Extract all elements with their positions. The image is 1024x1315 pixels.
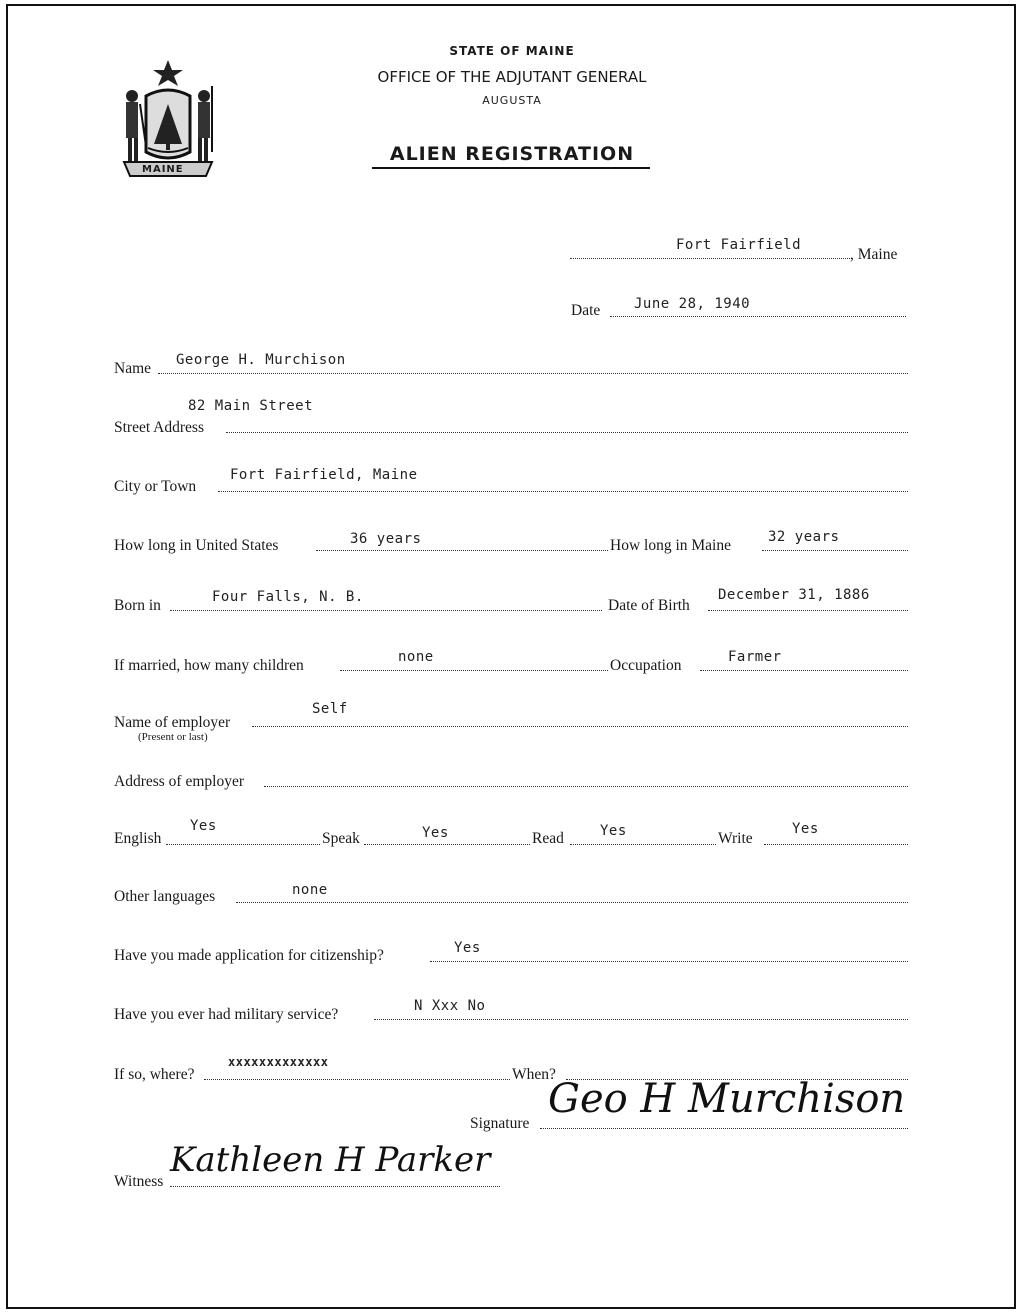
place-value: Fort Fairfield xyxy=(676,237,802,253)
title-underline xyxy=(372,167,650,169)
military-line xyxy=(374,1019,908,1020)
employer-value: Self xyxy=(312,701,348,717)
name-label: Name xyxy=(114,360,152,377)
how-long-maine-label: How long in Maine xyxy=(610,537,731,554)
english-value: Yes xyxy=(190,818,217,834)
born-in-label: Born in xyxy=(114,597,161,614)
citizenship-label: Have you made application for citizenship? xyxy=(114,947,384,964)
children-label: If married, how many children xyxy=(114,657,304,674)
english-line xyxy=(166,844,320,845)
speak-label: Speak xyxy=(322,830,360,847)
name-value: George H. Murchison xyxy=(176,352,346,368)
other-languages-line xyxy=(236,902,908,903)
when-label: When? xyxy=(512,1066,556,1083)
born-in-line xyxy=(170,610,602,611)
signature-line xyxy=(540,1128,908,1129)
signature-label: Signature xyxy=(470,1115,530,1132)
dob-line xyxy=(708,610,908,611)
employer-label: Name of employer xyxy=(114,714,231,731)
occupation-line xyxy=(700,670,908,671)
place-line xyxy=(570,258,852,259)
occupation-label: Occupation xyxy=(610,657,682,674)
speak-line xyxy=(364,844,530,845)
page-title: ALIEN REGISTRATION xyxy=(389,143,635,165)
read-label: Read xyxy=(532,830,564,847)
write-value: Yes xyxy=(792,821,819,837)
street-label: Street Address xyxy=(114,419,204,436)
date-label: Date xyxy=(571,302,601,319)
citizenship-value: Yes xyxy=(454,940,481,956)
other-languages-value: none xyxy=(292,882,328,898)
place-suffix: , Maine xyxy=(850,246,898,263)
military-value: N Xxx No xyxy=(414,998,486,1014)
employer-sublabel: (Present or last) xyxy=(138,731,208,743)
how-long-maine-value: 32 years xyxy=(768,529,840,545)
street-line xyxy=(226,432,908,433)
english-label: English xyxy=(114,830,162,847)
header-state: STATE OF MAINE xyxy=(449,44,575,58)
employer-line xyxy=(252,726,908,727)
date-value: June 28, 1940 xyxy=(634,296,751,312)
signature-value: Geo H Murchison xyxy=(548,1076,906,1122)
born-in-value: Four Falls, N. B. xyxy=(212,589,364,605)
how-long-us-value: 36 years xyxy=(350,531,422,547)
where-value: xxxxxxxxxxxxx xyxy=(228,1055,329,1069)
seal-banner-text: MAINE xyxy=(142,164,184,175)
how-long-us-label: How long in United States xyxy=(114,537,279,554)
witness-line xyxy=(170,1186,500,1187)
where-label: If so, where? xyxy=(114,1066,195,1083)
military-label: Have you ever had military service? xyxy=(114,1006,339,1023)
dob-value: December 31, 1886 xyxy=(718,587,870,603)
write-label: Write xyxy=(718,830,753,847)
header-city: AUGUSTA xyxy=(482,94,542,107)
citizenship-line xyxy=(430,961,908,962)
date-line xyxy=(610,316,906,317)
employer-address-label: Address of employer xyxy=(114,773,244,790)
city-line xyxy=(218,491,908,492)
witness-label: Witness xyxy=(114,1173,164,1190)
street-value: 82 Main Street xyxy=(188,398,314,414)
header-office: OFFICE OF THE ADJUTANT GENERAL xyxy=(377,68,647,86)
read-line xyxy=(570,844,716,845)
children-line xyxy=(340,670,608,671)
how-long-maine-line xyxy=(762,550,908,551)
where-line xyxy=(204,1079,510,1080)
speak-value: Yes xyxy=(422,825,449,841)
witness-value: Kathleen H Parker xyxy=(170,1140,491,1180)
employer-address-line xyxy=(264,786,908,787)
read-value: Yes xyxy=(600,823,627,839)
city-value: Fort Fairfield, Maine xyxy=(230,467,418,483)
occupation-value: Farmer xyxy=(728,649,782,665)
how-long-us-line xyxy=(316,550,608,551)
dob-label: Date of Birth xyxy=(608,597,690,614)
children-value: none xyxy=(398,649,434,665)
city-label: City or Town xyxy=(114,478,197,495)
other-languages-label: Other languages xyxy=(114,888,216,905)
name-line xyxy=(158,373,908,374)
write-line xyxy=(764,844,908,845)
